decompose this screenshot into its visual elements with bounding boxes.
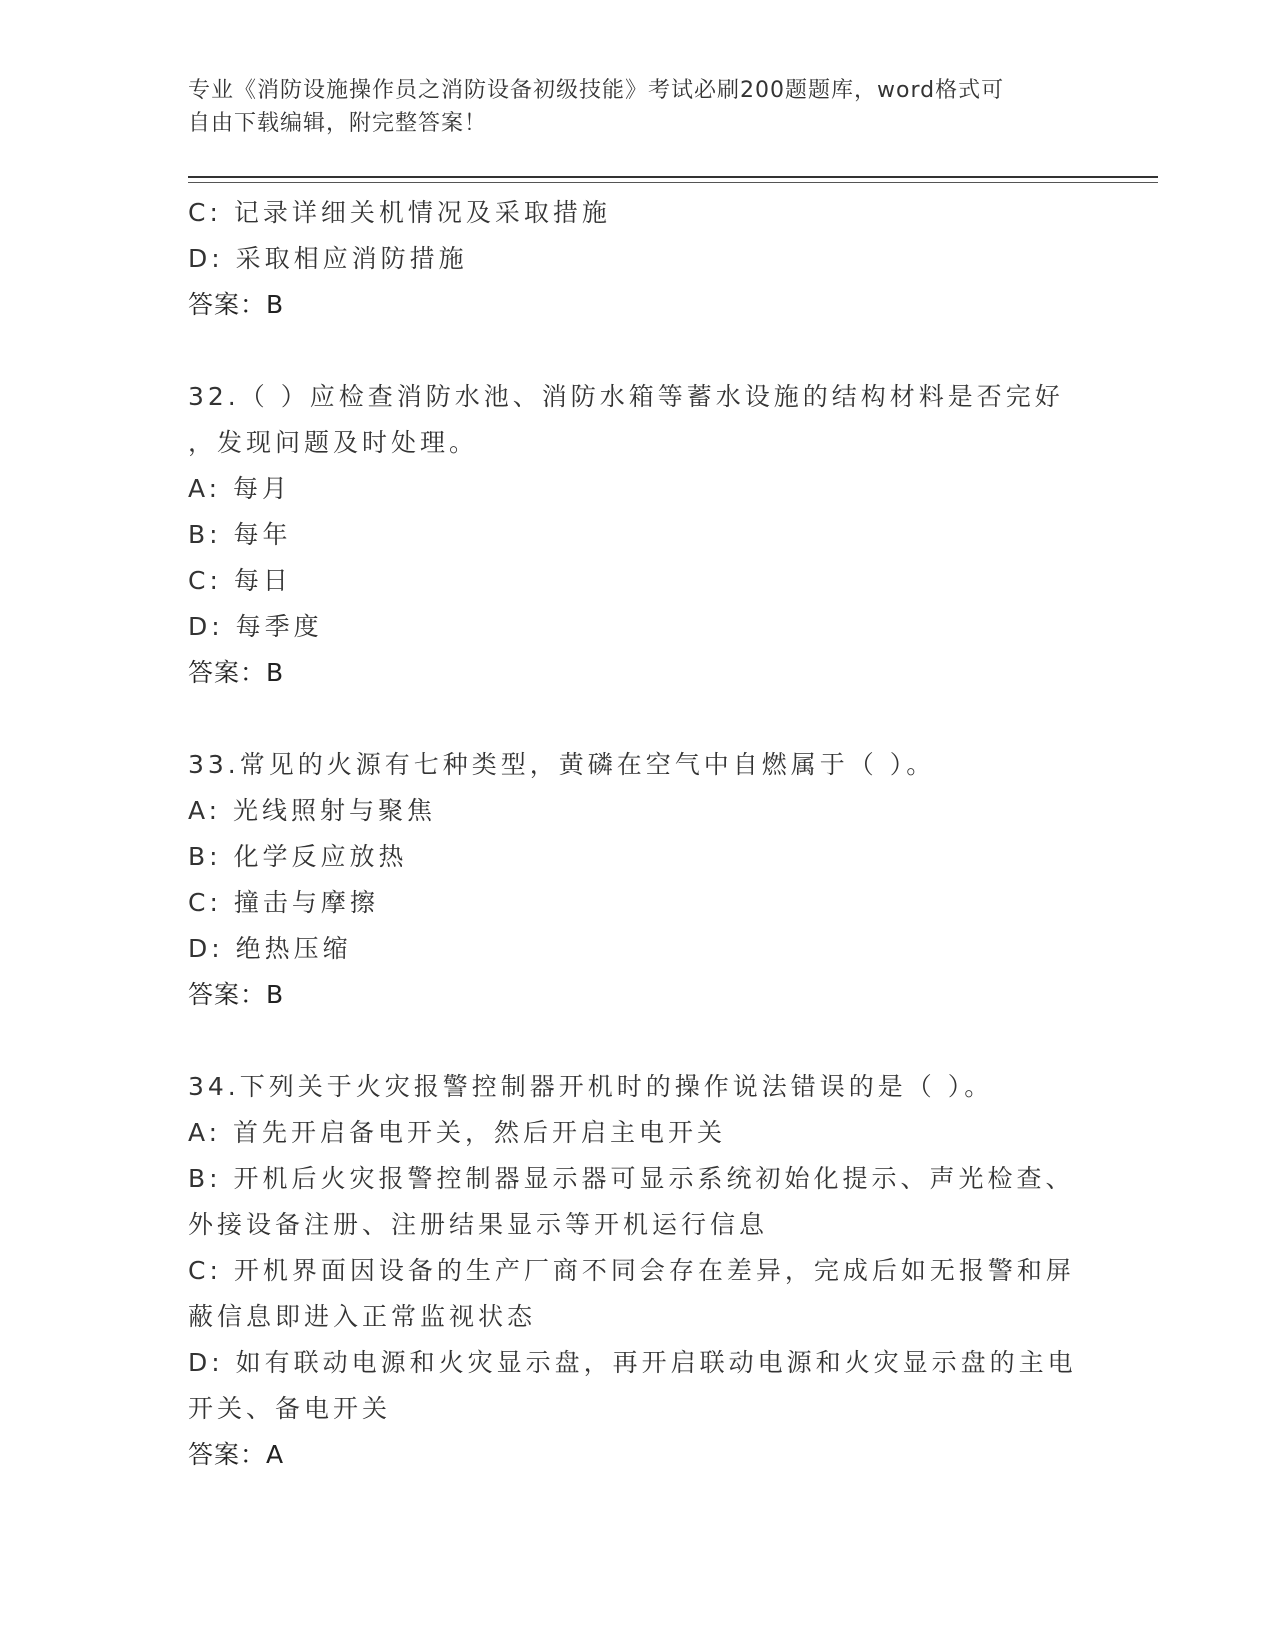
option-c: C: 开机界面因设备的生产厂商不同会存在差异，完成后如无报警和屏 [188, 1256, 1075, 1285]
option-c-continued: 蔽信息即进入正常监视状态 [188, 1302, 537, 1331]
header-rule-thick [188, 176, 1158, 178]
header-line-2: 自由下载编辑，附完整答案！ [188, 111, 488, 136]
option-d: D: 如有联动电源和火灾显示盘，再开启联动电源和火灾显示盘的主电 [188, 1348, 1077, 1377]
option-d: D: 每季度 [188, 612, 323, 641]
question-32 [188, 374, 1088, 696]
option-d: D: 绝热压缩 [188, 934, 352, 963]
question-stem: 32.（ ）应检查消防水池、消防水箱等蓄水设施的结构材料是否完好 [188, 382, 1064, 411]
option-d: D: 采取相应消防措施 [188, 244, 468, 273]
option-b: B: 开机后火灾报警控制器显示器可显示系统初始化提示、声光检查、 [188, 1164, 1075, 1193]
header-rule-thin [188, 182, 1158, 183]
document-header [188, 74, 1088, 140]
option-a: A: 首先开启备电开关，然后开启主电开关 [188, 1118, 727, 1147]
spacer [188, 328, 1088, 374]
option-a: A: 光线照射与聚焦 [188, 796, 437, 825]
option-b: B: 每年 [188, 520, 292, 549]
question-31-tail [188, 190, 1088, 328]
option-c: C: 每日 [188, 566, 292, 595]
document-body [188, 190, 1088, 1478]
question-stem: 34.下列关于火灾报警控制器开机时的操作说法错误的是（ ）。 [188, 1072, 994, 1101]
question-33 [188, 742, 1088, 1018]
option-a: A: 每月 [188, 474, 292, 503]
answer-line: 答案：B [188, 658, 285, 687]
question-34 [188, 1064, 1088, 1478]
option-d-continued: 开关、备电开关 [188, 1394, 392, 1423]
answer-line: 答案：B [188, 290, 285, 319]
answer-line: 答案：A [188, 1440, 285, 1469]
option-c: C: 撞击与摩擦 [188, 888, 379, 917]
header-line-1: 专业《消防设施操作员之消防设备初级技能》考试必刷200题题库，word格式可 [188, 78, 1005, 103]
question-stem-continued: ，发现问题及时处理。 [188, 428, 479, 457]
question-stem: 33.常见的火源有七种类型，黄磷在空气中自燃属于（ ）。 [188, 750, 936, 779]
answer-line: 答案：B [188, 980, 285, 1009]
option-c: C: 记录详细关机情况及采取措施 [188, 198, 611, 227]
option-b: B: 化学反应放热 [188, 842, 408, 871]
spacer [188, 696, 1088, 742]
option-b-continued: 外接设备注册、注册结果显示等开机运行信息 [188, 1210, 769, 1239]
spacer [188, 1018, 1088, 1064]
